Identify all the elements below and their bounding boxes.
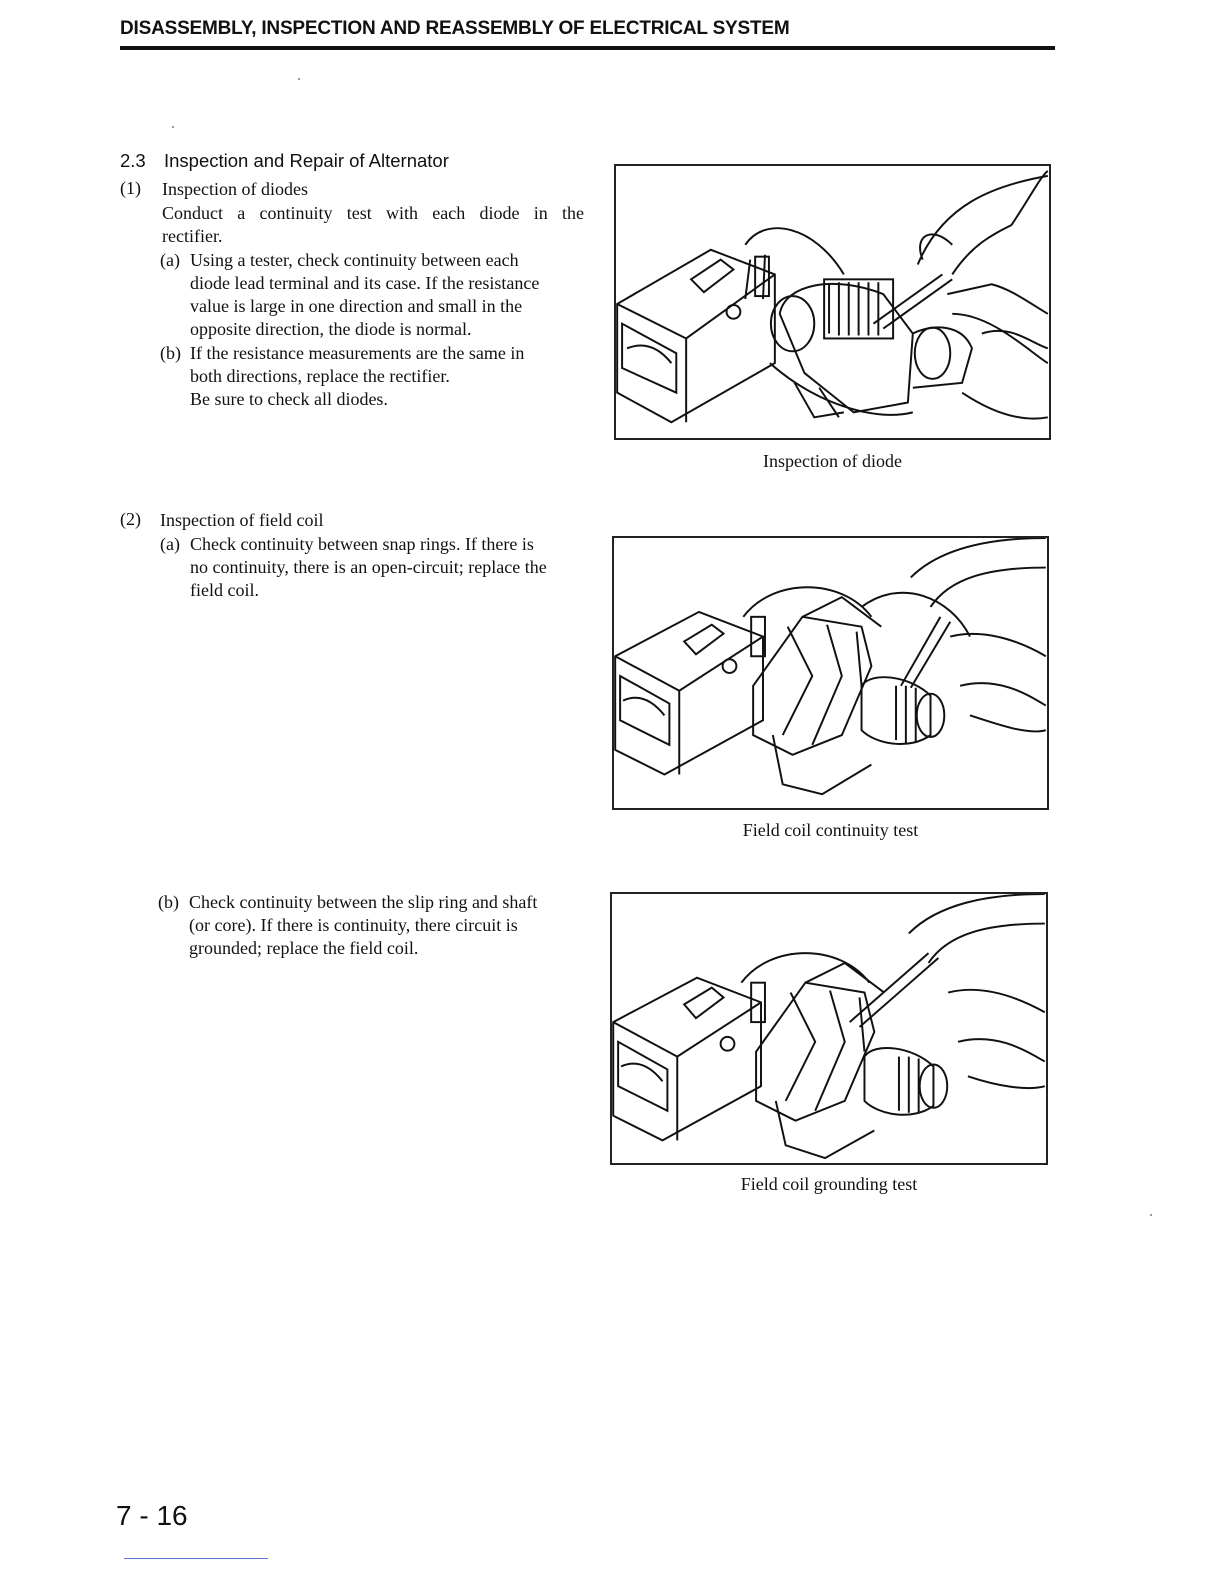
item2-b-line: grounded; replace the field coil. bbox=[189, 938, 419, 958]
item2-a-line: Check continuity between snap rings. If there is bbox=[190, 534, 534, 554]
item2-b-line: Check continuity between the slip ring and shaft bbox=[189, 892, 538, 912]
grounding-figure-caption: Field coil grounding test bbox=[740, 1174, 918, 1194]
item1-b-label: (b) bbox=[160, 343, 181, 363]
item1-a-text bbox=[190, 249, 590, 341]
continuity-figure-caption: Field coil continuity test bbox=[742, 820, 919, 840]
item2-a-label: (a) bbox=[160, 534, 180, 554]
page-number: 7 - 16 bbox=[116, 1500, 188, 1531]
diode-inspection-icon bbox=[616, 166, 1049, 438]
item1-a-label: (a) bbox=[160, 250, 180, 270]
item2-a-text bbox=[190, 533, 590, 602]
item1-b-text bbox=[190, 342, 590, 411]
page-header: DISASSEMBLY, INSPECTION AND REASSEMBLY OF ELECTRICAL SYSTEM bbox=[120, 18, 790, 39]
field-coil-grounding-icon bbox=[612, 894, 1046, 1163]
item2-b-text bbox=[189, 891, 599, 960]
item2-number: (2) bbox=[120, 509, 141, 529]
item1-intro-line1: Conduct a continuity test with each diode in the bbox=[162, 203, 584, 223]
field-coil-continuity-figure bbox=[612, 536, 1049, 810]
header-rule bbox=[120, 46, 1055, 50]
scan-speck bbox=[1150, 1214, 1152, 1216]
diode-inspection-figure bbox=[614, 164, 1051, 440]
item1-a-line: diode lead terminal and its case. If the resistance bbox=[190, 273, 540, 293]
diode-figure-caption: Inspection of diode bbox=[763, 451, 902, 471]
section-title-text: Inspection and Repair of Alternator bbox=[164, 150, 449, 171]
item1-intro-line2: rectifier. bbox=[162, 226, 223, 246]
field-coil-grounding-figure bbox=[610, 892, 1048, 1165]
field-coil-continuity-icon bbox=[614, 538, 1047, 808]
item1-a-line: opposite direction, the diode is normal. bbox=[190, 319, 472, 339]
item1-b-line: Be sure to check all diodes. bbox=[190, 389, 388, 409]
item2-heading: Inspection of field coil bbox=[160, 510, 324, 530]
item1-number: (1) bbox=[120, 178, 141, 198]
item1-heading: Inspection of diodes bbox=[162, 179, 308, 199]
item2-a-line: field coil. bbox=[190, 580, 259, 600]
item1-a-line: Using a tester, check continuity between each bbox=[190, 250, 519, 270]
section-title bbox=[120, 150, 449, 172]
item1-a-line: value is large in one direction and small in the bbox=[190, 296, 523, 316]
item2-a-line: no continuity, there is an open-circuit; replace the bbox=[190, 557, 547, 577]
item1-b-line: both directions, replace the rectifier. bbox=[190, 366, 450, 386]
item2-b-line: (or core). If there is continuity, there circuit is bbox=[189, 915, 518, 935]
item2-b-label: (b) bbox=[158, 892, 179, 912]
scan-speck bbox=[298, 78, 300, 80]
scan-speck bbox=[172, 126, 174, 128]
footer-rule bbox=[124, 1558, 268, 1559]
section-number: 2.3 bbox=[120, 150, 146, 171]
item1-b-line: If the resistance measurements are the same in bbox=[190, 343, 525, 363]
